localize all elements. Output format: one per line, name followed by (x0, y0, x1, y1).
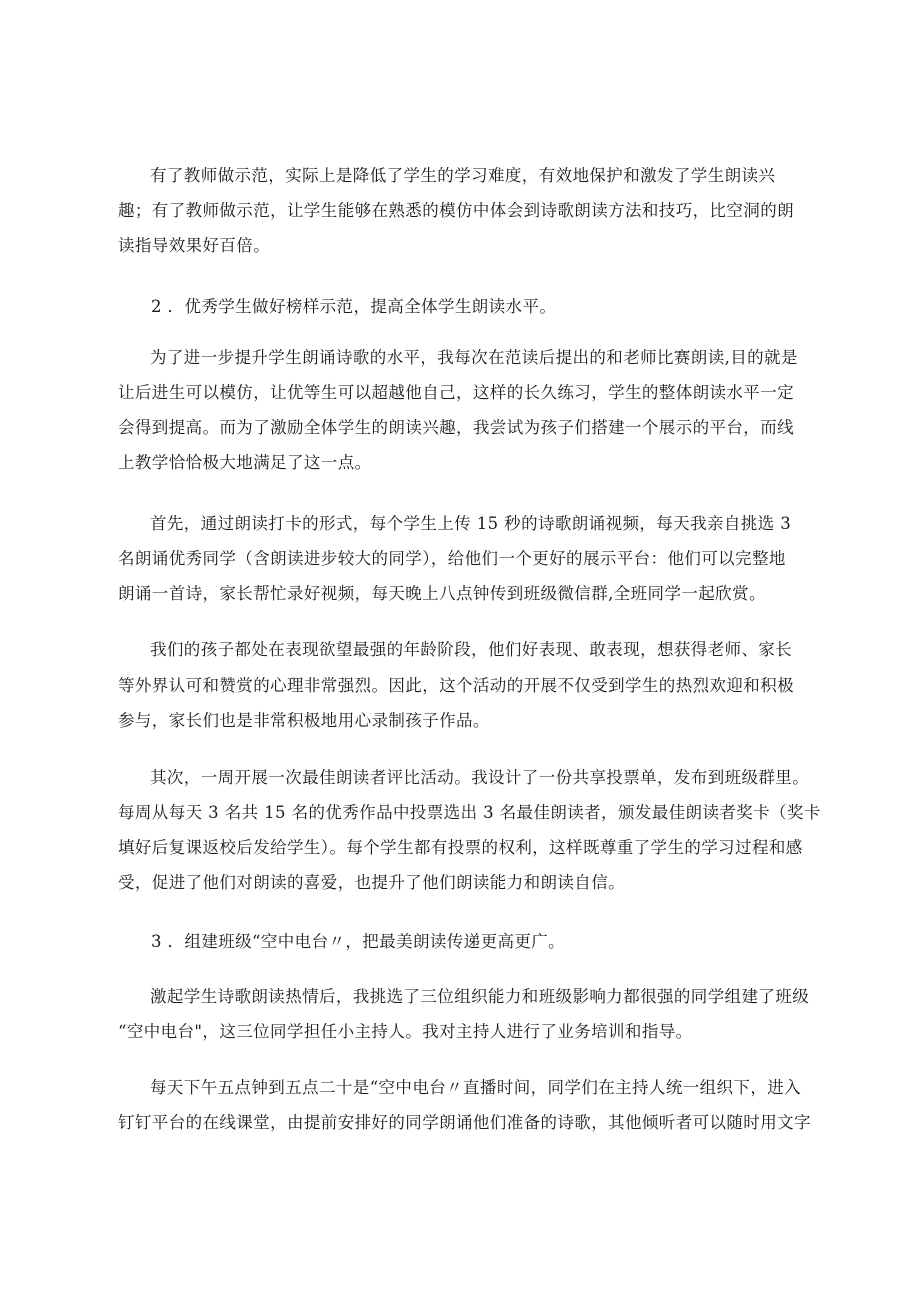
paragraph-9-line-2: 钉钉平台的在线课堂，由提前安排好的同学朗诵他们准备的诗歌，其他倾听者可以随时用文字 (118, 1113, 811, 1132)
paragraph-4-line-1: 首先，通过朗读打卡的形式，每个学生上传 15 秒的诗歌朗诵视频，每天我亲自挑选 3 (150, 514, 792, 533)
section-heading-2: 2 ．优秀学生做好榜样示范，提高全体学生朗读水平。 (151, 297, 557, 316)
paragraph-5-line-1: 我们的孩子都处在表现欲望最强的年龄阶段，他们好表现、敢表现，想获得老师、家长 (150, 640, 793, 659)
paragraph-4-line-3: 朗诵一首诗，家长帮忙录好视频，每天晚上八点钟传到班级微信群,全班同学一起欣赏。 (118, 584, 766, 603)
paragraph-1-line-2: 趣；有了教师做示范，让学生能够在熟悉的模仿中体会到诗歌朗读方法和技巧，比空洞的朗 (118, 201, 794, 220)
paragraph-6-line-1: 其次，一周开展一次最佳朗读者评比活动。我设计了一份共享投票单，发布到班级群里。 (150, 768, 810, 787)
paragraph-3-line-3: 会得到提高。而为了激励全体学生的朗读兴趣，我尝试为孩子们搭建一个展示的平台，而线 (118, 418, 794, 437)
paragraph-6-line-4: 受，促进了他们对朗读的喜爱，也提升了他们朗读能力和朗读自信。 (118, 873, 625, 892)
paragraph-8-line-1: 激起学生诗歌朗读热情后，我挑选了三位组织能力和班级影响力都很强的同学组建了班级 (150, 987, 810, 1006)
paragraph-5-line-3: 参与，家长们也是非常积极地用心录制孩子作品。 (118, 711, 490, 730)
paragraph-1-line-1: 有了教师做示范，实际上是降低了学生的学习难度，有效地保护和激发了学生朗读兴 (150, 166, 776, 185)
paragraph-3-line-4: 上教学恰恰极大地满足了这一点。 (118, 453, 372, 472)
paragraph-6-line-3: 填好后复课返校后发给学生）。每个学生都有投票的权利，这样既尊重了学生的学习过程和感 (118, 838, 803, 857)
paragraph-8-line-2: “空中电台"，这三位同学担任小主持人。我对主持人进行了业务培训和指导。 (118, 1022, 693, 1041)
paragraph-3-line-2: 让后进生可以模仿，让优等生可以超越他自己，这样的长久练习，学生的整体朗读水平一定 (118, 383, 794, 402)
section-heading-3: 3 ．组建班级“空中电台〃，把最美朗读传递更高更广。 (151, 932, 566, 951)
paragraph-5-line-2: 等外界认可和赞赏的心理非常强烈。因此，这个活动的开展不仅受到学生的热烈欢迎和积极 (118, 676, 794, 695)
paragraph-6-line-2: 每周从每天 3 名共 15 名的优秀作品中投票选出 3 名最佳朗读者，颁发最佳朗读者奖卡（奖卡 (118, 803, 821, 822)
paragraph-4-line-2: 名朗诵优秀同学（含朗读进步较大的同学），给他们一个更好的展示平台：他们可以完整地 (118, 549, 786, 568)
paragraph-3-line-1: 为了进一步提升学生朗诵诗歌的水平，我每次在范读后提出的和老师比赛朗读,目的就是 (150, 348, 798, 367)
paragraph-1-line-3: 读指导效果好百倍。 (118, 236, 271, 255)
paragraph-9-line-1: 每天下午五点钟到五点二十是“空中电台〃直播时间，同学们在主持人统一组织下，进入 (150, 1078, 802, 1097)
